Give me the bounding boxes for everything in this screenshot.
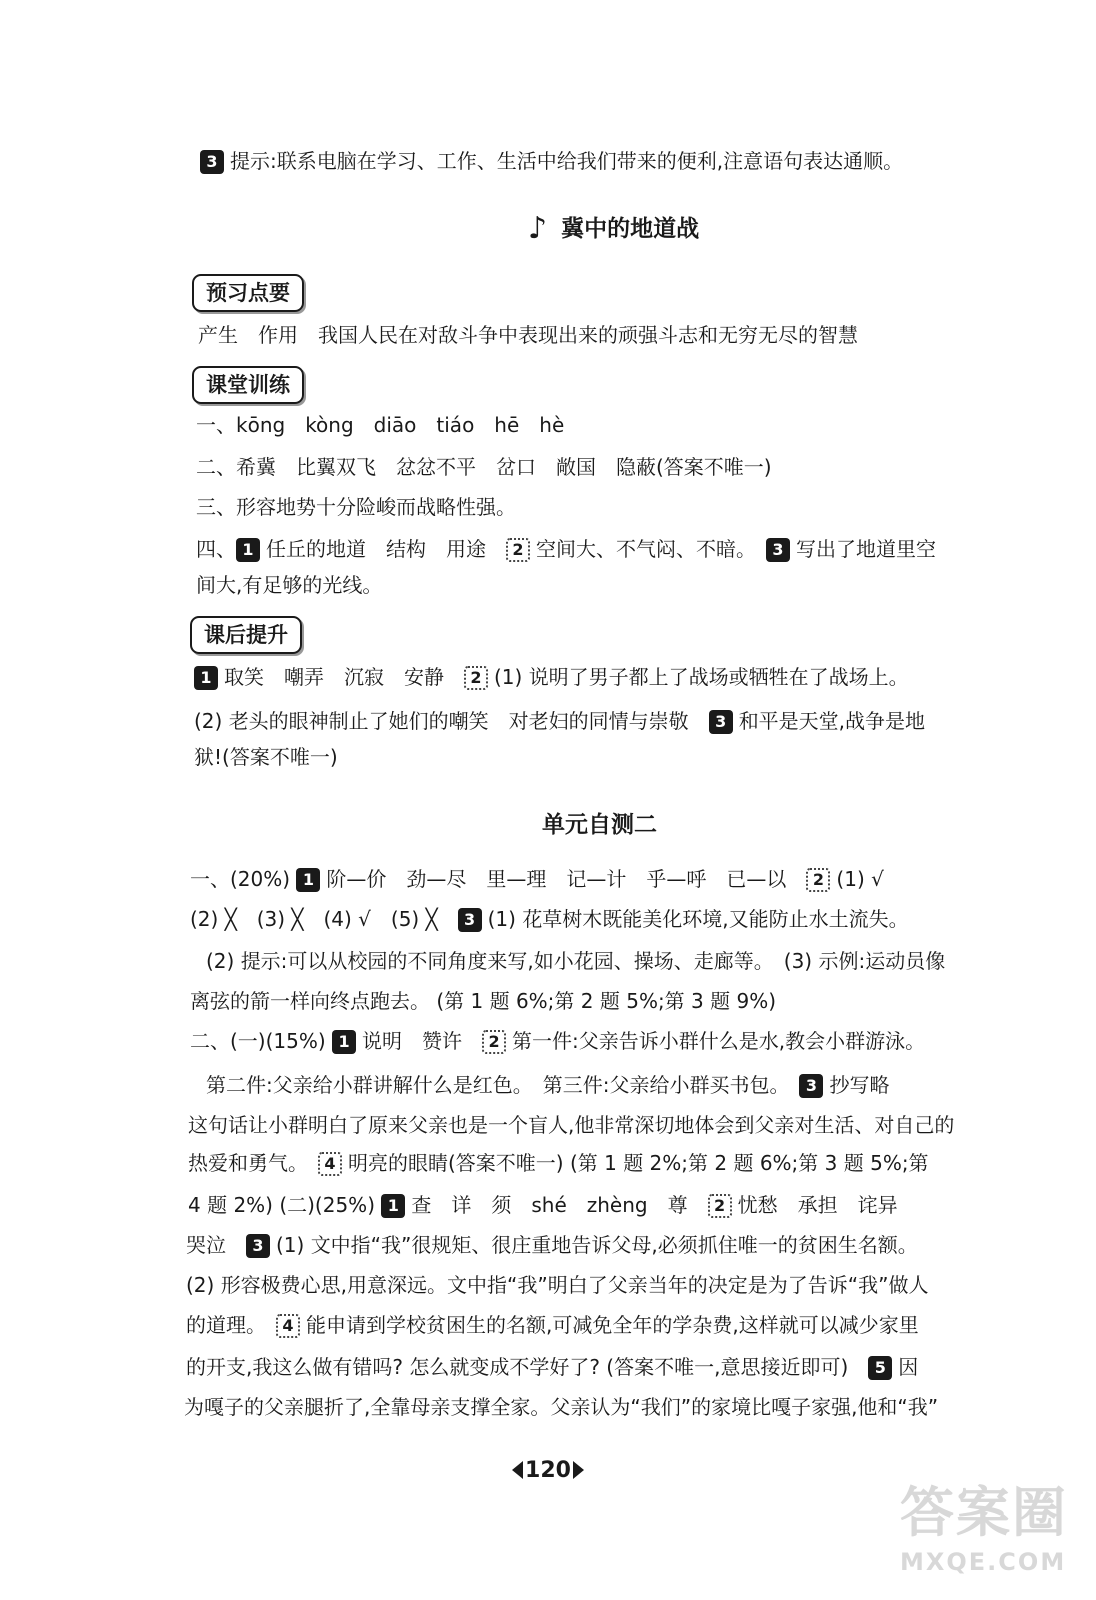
answer-text: (1) 说明了男子都上了战场或牺牲在了战场上。 [494,665,909,689]
number-badge: 2 [806,868,830,892]
number-badge: 2 [464,666,488,690]
answer-line [206,946,945,976]
number-badge: 1 [194,666,218,690]
number-badge: 2 [506,538,530,562]
answer-text: 热爱和勇气。 [188,1151,318,1175]
watermark-logo [900,1478,1080,1588]
number-badge: 1 [296,868,320,892]
answer-text: 和平是天堂,战争是地 [738,709,926,733]
number-badge: 1 [381,1194,405,1218]
answer-text: 间大,有足够的光线。 [196,573,383,597]
preview-line [198,320,858,350]
lesson-title-text: 冀中的地道战 [561,216,700,242]
answer-text: 三、形容地势十分险峻而战略性强。 [196,495,516,519]
answer-line [188,1148,929,1178]
answer-line [194,742,338,772]
answer-line-top [200,146,903,176]
answer-text: 忧愁 承担 诧异 [737,1193,898,1217]
answer-line [190,1026,925,1056]
arrow-right-icon [573,1461,584,1479]
answer-text: 四、 [196,537,236,561]
answer-text: 提示:联系电脑在学习、工作、生活中给我们带来的便利,注意语句表达通顺。 [230,149,904,173]
answer-text: 说明 赞许 [362,1029,483,1053]
answer-line [196,570,382,600]
answer-text: (1) 文中指“我”很规矩、很庄重地告诉父母,必须抓住唯一的贫困生名额。 [276,1233,918,1257]
answer-line [194,662,909,692]
answer-line [186,1310,919,1340]
answer-text: 能申请到学校贫困生的名额,可减免全年的学杂费,这样就可以减少家里 [306,1313,919,1337]
answer-text: 第一件:父亲告诉小群什么是水,教会小群游泳。 [512,1029,926,1053]
answer-text: (1) √ [836,867,884,891]
number-badge: 3 [709,710,733,734]
number-badge: 3 [200,150,224,174]
number-badge: 5 [868,1356,892,1380]
number-badge: 3 [799,1074,823,1098]
answer-text: 为嘎子的父亲腿折了,全靠母亲支撑全家。父亲认为“我们”的家境比嘎子家强,他和“我” [184,1395,939,1419]
answer-text: 的道理。 [186,1313,276,1337]
answer-line [188,1110,954,1140]
number-badge: 3 [458,908,482,932]
answer-line [190,904,909,934]
answer-line [196,534,936,564]
swirl-icon: ♪ [528,211,548,246]
answer-text: (2) 提示:可以从校园的不同角度来写,如小花园、操场、走廊等。 (3) 示例:运动员像 [206,949,946,973]
page-number-text: 120 [525,1458,571,1483]
answer-text: 这句话让小群明白了原来父亲也是一个盲人,他非常深切地体会到父亲对生活、对自己的 [188,1113,955,1137]
number-badge: 1 [236,538,260,562]
answer-text: 离弦的箭一样向终点跑去。 (第 1 题 6%;第 2 题 5%;第 3 题 9%) [190,989,777,1013]
answer-line [196,410,564,440]
answer-line [190,986,776,1016]
answer-text: 抄写略 [829,1073,890,1097]
watermark-text: 答案圈 [900,1481,1068,1544]
answer-text: 明亮的眼睛(答案不唯一) (第 1 题 2%;第 2 题 6%;第 3 题 5%;第 [348,1151,929,1175]
section-tag-class: 课堂训练 [192,366,304,404]
arrow-left-icon [512,1461,523,1479]
answer-text: 写出了地道里空 [796,537,936,561]
watermark-url: MXQE.COM [900,1548,1067,1576]
answer-text: (2) 老头的眼神制止了她们的嘲笑 对老妇的同情与崇敬 [194,709,709,733]
answer-line [194,706,925,736]
number-badge: 3 [766,538,790,562]
answer-text: 查 详 须 shé zhèng 尊 [411,1193,708,1217]
number-badge: 4 [318,1152,342,1176]
unit-title: 单元自测二 [542,812,657,838]
section-tag-after: 课后提升 [190,616,302,654]
lesson-title [528,210,699,246]
answer-text: 取笑 嘲弄 沉寂 安静 [224,665,464,689]
answer-text: 任丘的地道 结构 用途 [266,537,506,561]
answer-text: 阶—价 劲—尽 里—理 记—计 乎—呼 已—以 [326,867,807,891]
answer-text: 因 [898,1355,919,1379]
answer-text: 一、kōng kòng diāo tiáo hē hè [196,413,565,437]
answer-line [186,1352,918,1382]
answer-line [206,1070,889,1100]
number-badge: 3 [246,1234,270,1258]
section-tag-preview: 预习点要 [192,274,304,312]
answer-text: 4 题 2%) (二)(25%) [188,1193,382,1217]
answer-line [184,1392,938,1422]
answer-line [196,492,516,522]
answer-text: (2) ╳ (3) ╳ (4) √ (5) ╳ [190,907,458,931]
answer-line [190,864,884,894]
answer-text: 二、(一)(15%) [190,1029,333,1053]
answer-text: 的开支,我这么做有错吗? 怎么就变成不学好了? (答案不唯一,意思接近即可) [186,1355,869,1379]
preview-text: 产生 作用 我国人民在对敌斗争中表现出来的顽强斗志和无穷无尽的智慧 [198,323,858,347]
answer-text: 狱!(答案不唯一) [194,745,338,769]
answer-text: 空间大、不气闷、不暗。 [536,537,766,561]
answer-line [186,1270,929,1300]
answer-text: 第二件:父亲给小群讲解什么是红色。 第三件:父亲给小群买书包。 [206,1073,800,1097]
answer-text: 哭泣 [186,1233,246,1257]
answer-line [188,1190,898,1220]
answer-line [186,1230,918,1260]
number-badge: 2 [708,1194,732,1218]
answer-text: 一、(20%) [190,867,297,891]
answer-text: (2) 形容极费心思,用意深远。文中指“我”明白了父亲当年的决定是为了告诉“我”做人 [186,1273,929,1297]
answer-text: 二、希冀 比翼双飞 忿忿不平 岔口 敞国 隐蔽(答案不唯一) [196,455,772,479]
answer-line [196,452,772,482]
number-badge: 4 [276,1314,300,1338]
number-badge: 2 [482,1030,506,1054]
answer-text: (1) 花草树木既能美化环境,又能防止水土流失。 [487,907,909,931]
number-badge: 1 [332,1030,356,1054]
